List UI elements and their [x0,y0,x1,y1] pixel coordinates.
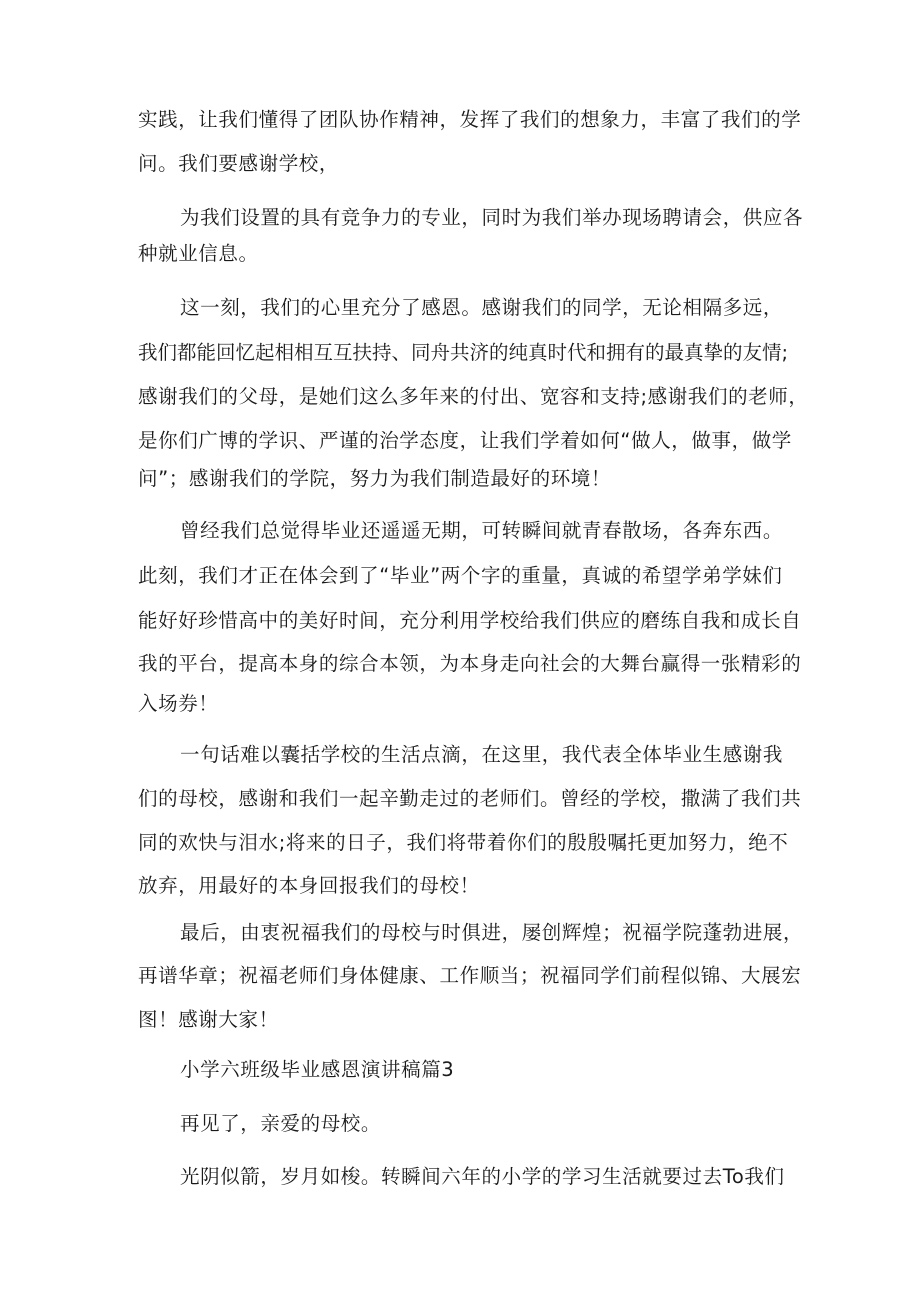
text-line: 再谱华章；祝福老师们身体健康、工作顺当；祝福同学们前程似锦、大展宏 [138,964,802,987]
text-line: 放弃，用最好的本身回报我们的母校！ [138,874,480,897]
text-line: 是你们广博的学识、严谨的治学态度，让我们学着如何“做人，做事，做学 [138,429,792,452]
text-line: 我们都能回忆起相相互互扶持、同舟共济的纯真时代和拥有的最真挚的友情; [138,341,789,364]
text-line: 们的母校，感谢和我们一起辛勤走过的老师们。曾经的学校，撒满了我们共 [138,787,802,810]
text-line: 同的欢快与泪水;将来的日子，我们将带着你们的殷殷嘱托更加努力，绝不 [138,831,789,854]
text-line: 为我们设置的具有竞争力的专业，同时为我们举办现场聘请会，供应各 [180,206,804,229]
text-line: 光阴似箭，岁月如梭。转瞬间六年的小学的学习生活就要过去To我们 [180,1165,785,1188]
text-line: 问”；感谢我们的学院，努力为我们制造最好的环境！ [138,467,612,490]
text-line: 入场券！ [138,692,219,715]
text-line: 种就业信息。 [138,242,259,265]
text-line: 曾经我们总觉得毕业还遥遥无期，可转瞬间就青春散场，各奔东西。 [180,519,784,542]
text-line: 感谢我们的父母，是她们这么多年来的付出、宽容和支持;感谢我们的老师， [138,385,809,408]
text-line: 实践，让我们懂得了团队协作精神，发挥了我们的想象力，丰富了我们的学 [138,108,802,131]
text-line: 再见了，亲爱的母校。 [180,1112,382,1135]
text-line: 这一刻，我们的心里充分了感恩。感谢我们的同学，无论相隔多远， [180,296,784,319]
text-line: 图！感谢大家！ [138,1008,279,1031]
text-line: 一句话难以囊括学校的生活点滴，在这里，我代表全体毕业生感谢我 [180,743,784,766]
text-line: 最后，由衷祝福我们的母校与时俱进，屡创辉煌；祝福学院蓬勃进展， [180,921,804,944]
text-line: 能好好珍惜高中的美好时间，充分利用学校给我们供应的磨练自我和成长自 [138,609,802,632]
text-line: 问。我们要感谢学校， [138,152,340,175]
text-line: 我的平台，提高本身的综合本领，为本身走向社会的大舞台赢得一张精彩的 [138,652,802,675]
section-heading: 小学六班级毕业感恩演讲稿篇3 [180,1058,455,1081]
text-line: 此刻，我们才正在体会到了“毕业”两个字的重量，真诚的希望学弟学妹们 [138,564,783,587]
